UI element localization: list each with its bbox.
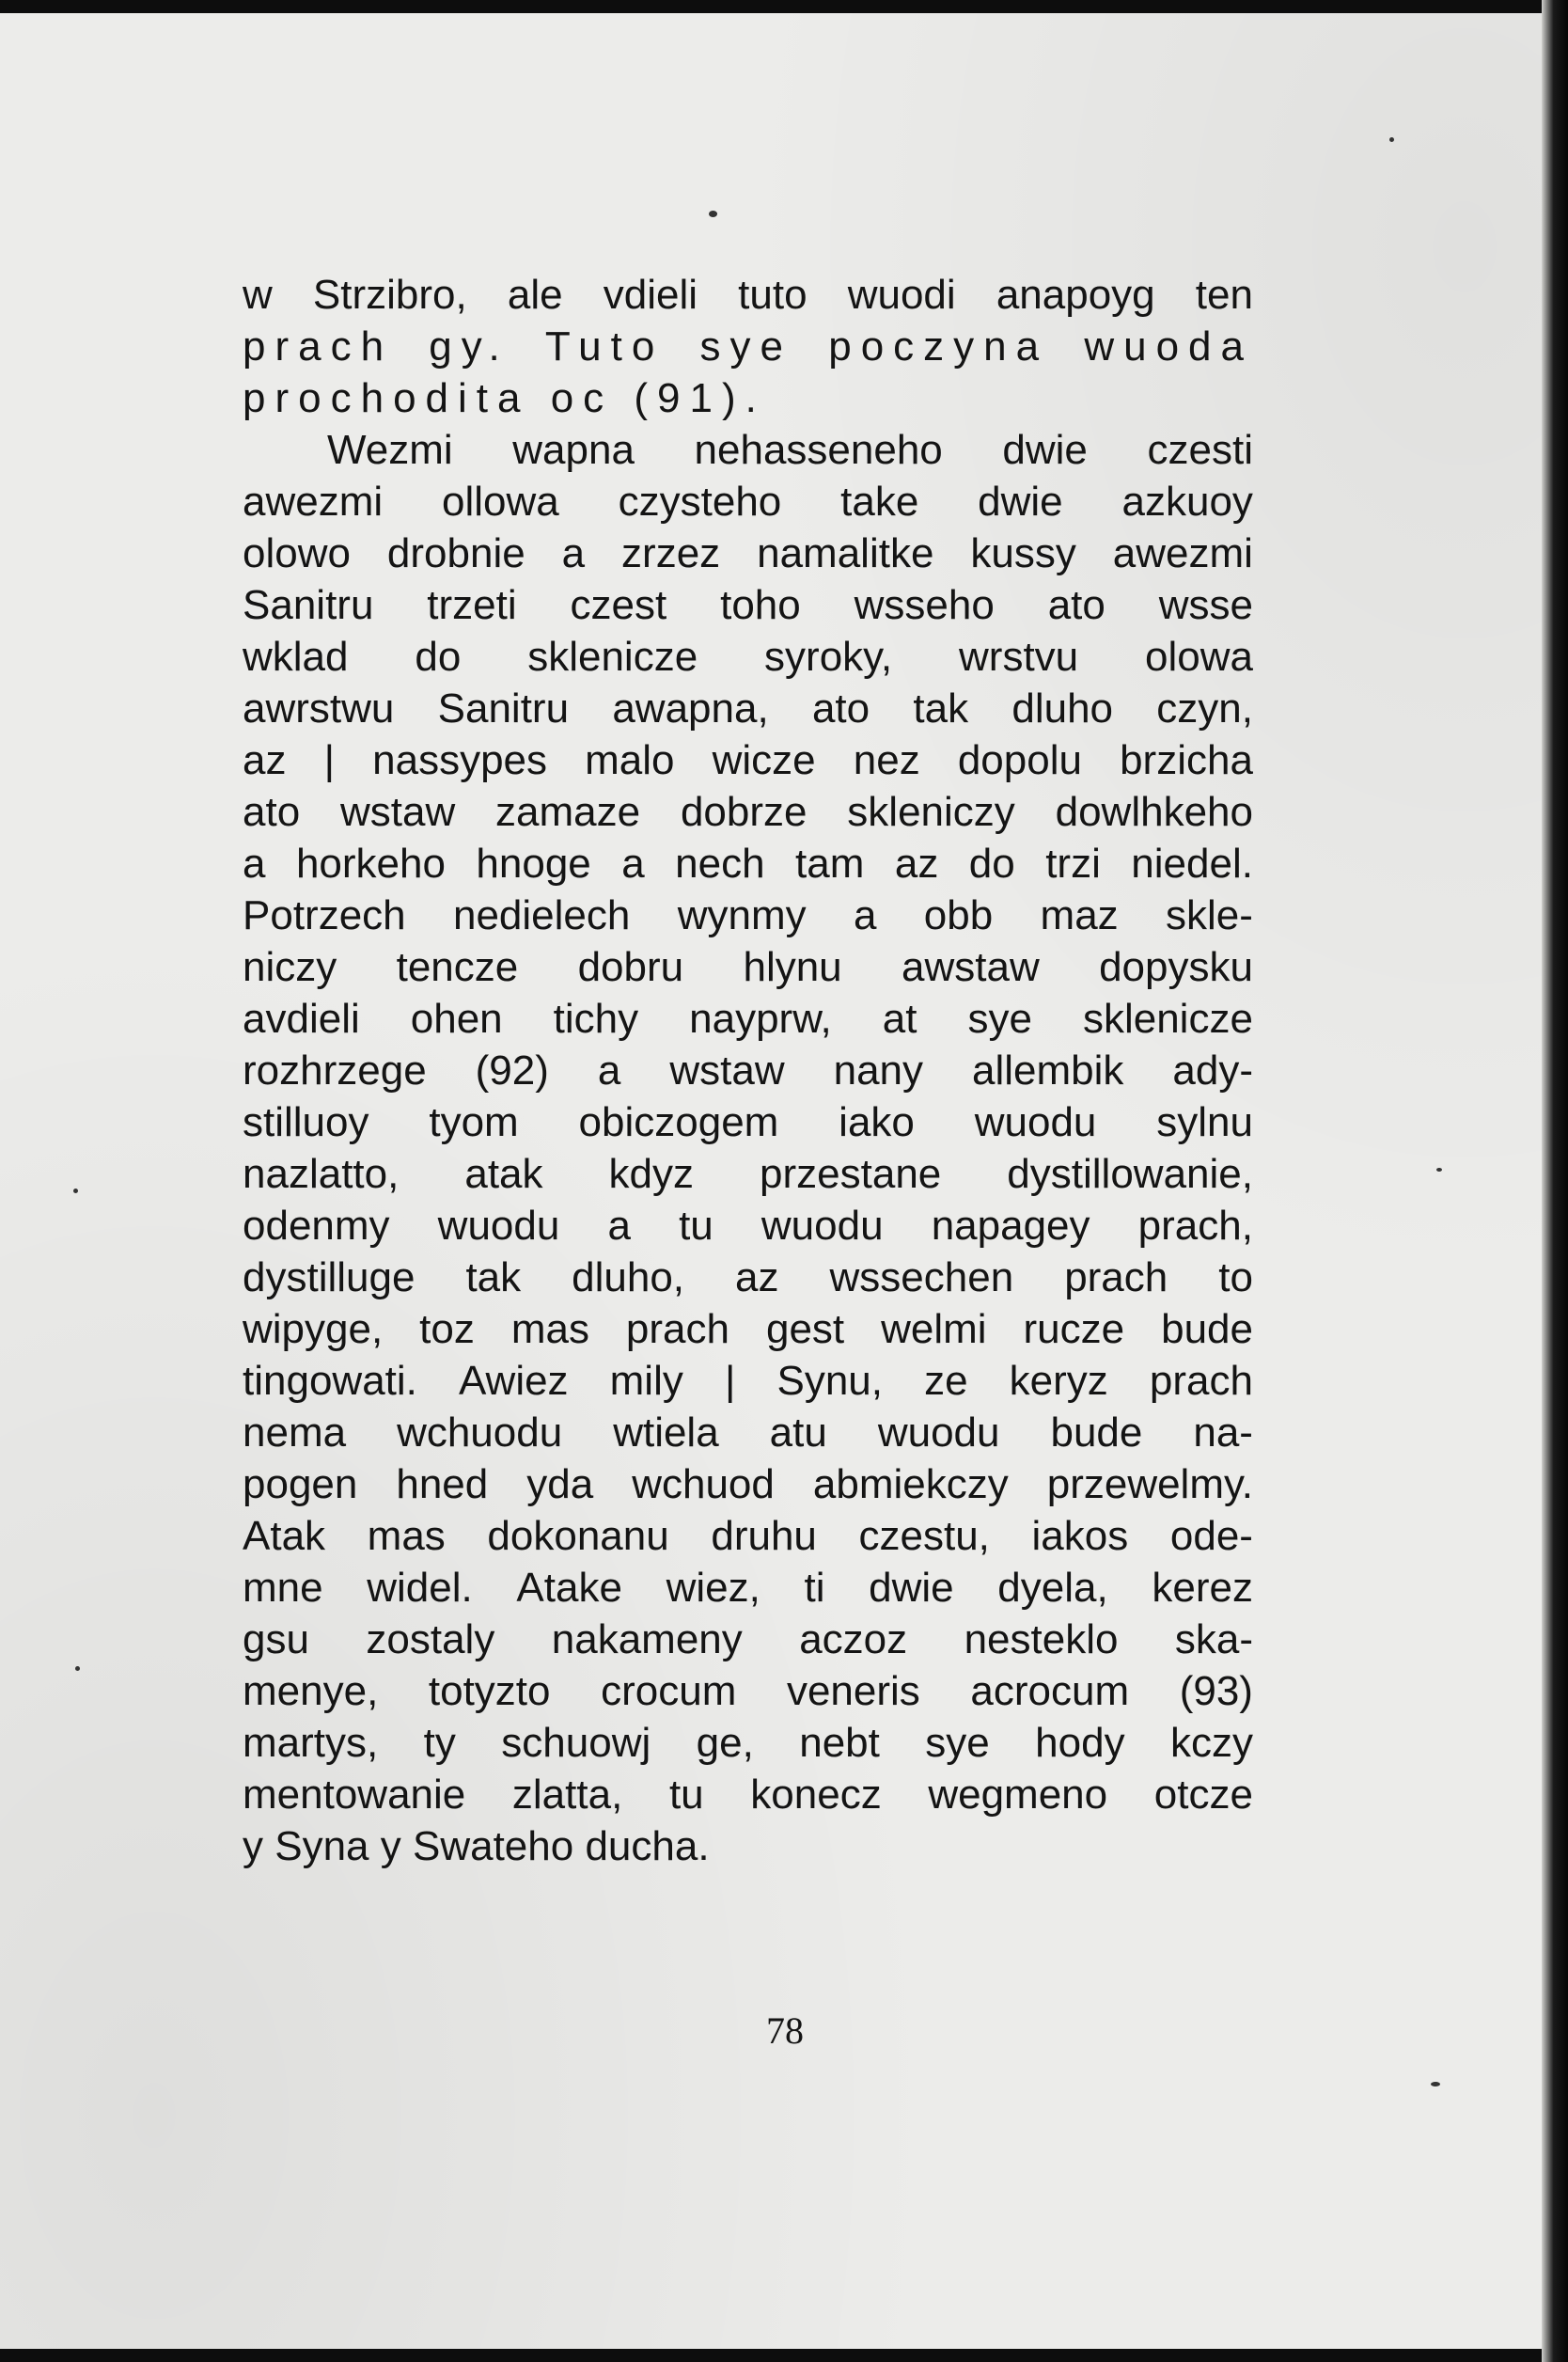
- text-line: Sanitru trzeti czest toho wsseho ato wsse: [243, 582, 1253, 628]
- text-line: avdieli ohen tichy nayprw, at sye sklenicze: [243, 996, 1253, 1042]
- text-line: a horkeho hnoge a nech tam az do trzi niedel.: [243, 841, 1253, 887]
- page-number: 78: [766, 2009, 804, 2052]
- text-line: niczy tencze dobru hlynu awstaw dopysku: [243, 944, 1253, 990]
- ink-speck: [75, 1666, 80, 1671]
- text-line: wipyge, toz mas prach gest welmi rucze bude: [243, 1306, 1253, 1352]
- text-line: awrstwu Sanitru awapna, ato tak dluho czyn,: [243, 685, 1253, 732]
- text-line: y Syna y Swateho ducha.: [243, 1823, 710, 1869]
- text-line: gsu zostaly nakameny aczoz nesteklo ska-: [243, 1616, 1253, 1662]
- ink-speck: [73, 1189, 78, 1193]
- body-text: [243, 269, 1253, 1872]
- page-edge-shadow: [1542, 0, 1568, 2362]
- text-line: wklad do sklenicze syroky, wrstvu olowa: [243, 634, 1253, 680]
- ink-speck: [1389, 137, 1394, 142]
- ink-speck: [1436, 1168, 1442, 1172]
- text-line: prach gy. Tuto sye poczyna wuoda: [243, 323, 1253, 370]
- book-page: [0, 13, 1542, 2349]
- text-line: ato wstaw zamaze dobrze skleniczy dowlhkeho: [243, 789, 1253, 835]
- text-line: az | nassypes malo wicze nez dopolu brzicha: [243, 737, 1253, 783]
- text-line: odenmy wuodu a tu wuodu napagey prach,: [243, 1203, 1253, 1249]
- text-line: prochodita oc (91).: [243, 375, 766, 421]
- text-line: rozhrzege (92) a wstaw nany allembik ady-: [243, 1047, 1253, 1094]
- text-line: nema wchuodu wtiela atu wuodu bude na-: [243, 1409, 1253, 1456]
- text-line: martys, ty schuowj ge, nebt sye hody kczy: [243, 1720, 1253, 1766]
- text-line: awezmi ollowa czysteho take dwie azkuoy: [243, 479, 1253, 525]
- ink-speck: [1431, 2082, 1440, 2086]
- text-line: mne widel. Atake wiez, ti dwie dyela, kerez: [243, 1565, 1253, 1611]
- text-line: mentowanie zlatta, tu konecz wegmeno otcze: [243, 1772, 1253, 1818]
- text-line: w Strzibro, ale vdieli tuto wuodi anapoyg ten: [243, 272, 1253, 318]
- text-line: menye, totyzto crocum veneris acrocum (93): [243, 1668, 1253, 1714]
- text-line: nazlatto, atak kdyz przestane dystillowanie,: [243, 1151, 1253, 1197]
- text-line: pogen hned yda wchuod abmiekczy przewelmy.: [243, 1461, 1253, 1507]
- ink-speck: [709, 211, 717, 217]
- text-line: olowo drobnie a zrzez namalitke kussy awezmi: [243, 530, 1253, 576]
- text-line: dystilluge tak dluho, az wssechen prach to: [243, 1254, 1253, 1300]
- text-line: Atak mas dokonanu druhu czestu, iakos ode-: [243, 1513, 1253, 1559]
- text-line: tingowati. Awiez mily | Synu, ze keryz prach: [243, 1358, 1253, 1404]
- text-line: stilluoy tyom obiczogem iako wuodu sylnu: [243, 1099, 1253, 1145]
- text-line: Wezmi wapna nehasseneho dwie czesti: [327, 427, 1253, 473]
- text-line: Potrzech nedielech wynmy a obb maz skle-: [243, 892, 1253, 938]
